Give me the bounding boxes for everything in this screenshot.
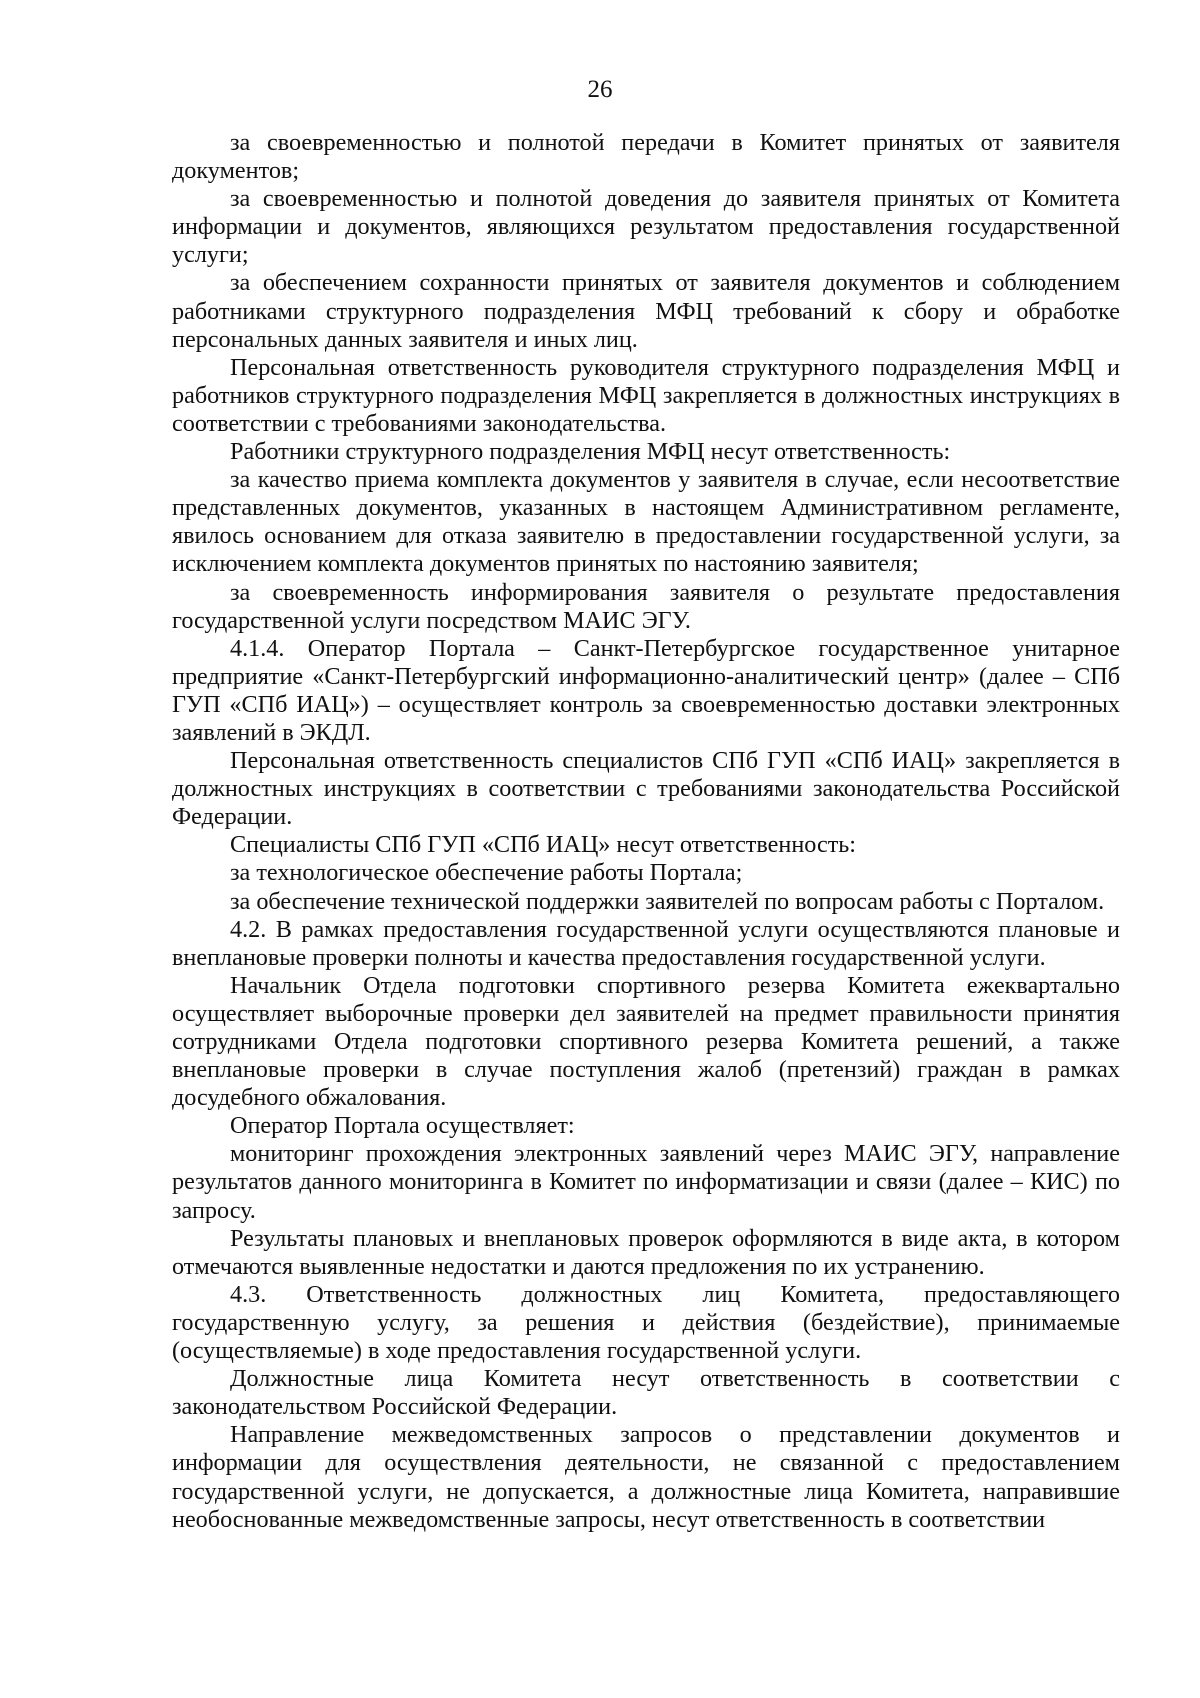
paragraph: за своевременностью и полнотой передачи в Комитет принятых от заявителя документов;: [172, 129, 1120, 185]
paragraph: 4.1.4. Оператор Портала – Санкт-Петербургское государственное унитарное предприятие «Санкт-Петербургский информационно-аналитический центр» (далее – СПб ГУП «СПб ИАЦ») – осуществляет контроль за своевременностью доставки электронных заявлений в ЭКДЛ.: [172, 634, 1120, 746]
paragraph: Специалисты СПб ГУП «СПб ИАЦ» несут ответственность:: [230, 831, 857, 859]
paragraph: Оператор Портала осуществляет:: [230, 1112, 575, 1140]
paragraph: Должностные лица Комитета несут ответственность в соответствии с законодательством Российской Федерации.: [172, 1365, 1120, 1421]
paragraph: Работники структурного подразделения МФЦ несут ответственность:: [230, 438, 951, 466]
paragraph: 4.2. В рамках предоставления государственной услуги осуществляются плановые и внеплановые проверки полноты и качества предоставления государственной услуги.: [172, 915, 1120, 971]
paragraph: за качество приема комплекта документов у заявителя в случае, если несоответствие представленных документов, указанных в настоящем Административном регламенте, явилось основанием для отказа заявителю в предоставлении государственной услуги, за исключением комплекта документов принятых по настоянию заявителя;: [172, 466, 1120, 578]
paragraph: за своевременностью и полнотой доведения до заявителя принятых от Комитета информации и документов, являющихся результатом предоставления государственной услуги;: [172, 185, 1120, 269]
document-body: [172, 129, 1120, 1534]
paragraph: Начальник Отдела подготовки спортивного резерва Комитета ежеквартально осуществляет выборочные проверки дел заявителей на предмет правильности принятия сотрудниками Отдела подготовки спортивного резерва Комитета решений, а также внеплановые проверки в случае поступления жалоб (претензий) граждан в рамках досудебного обжалования.: [172, 971, 1120, 1112]
paragraph: за обеспечением сохранности принятых от заявителя документов и соблюдением работниками структурного подразделения МФЦ требований к сбору и обработке персональных данных заявителя и иных лиц.: [172, 269, 1120, 353]
page-number: 26: [587, 76, 613, 103]
paragraph: Персональная ответственность специалистов СПб ГУП «СПб ИАЦ» закрепляется в должностных инструкциях в соответствии с требованиями законодательства Российской Федерации.: [172, 747, 1120, 831]
paragraph: за технологическое обеспечение работы Портала;: [230, 859, 743, 887]
paragraph: за обеспечение технической поддержки заявителей по вопросам работы с Порталом.: [230, 887, 1105, 915]
paragraph: мониторинг прохождения электронных заявлений через МАИС ЭГУ, направление результатов данного мониторинга в Комитет по информатизации и связи (далее – КИС) по запросу.: [172, 1140, 1120, 1224]
paragraph: Направление межведомственных запросов о представлении документов и информации для осуществления деятельности, не связанной с предоставлением государственной услуги, не допускается, а должностные лица Комитета, направившие необоснованные межведомственные запросы, несут ответственность в соответствии: [172, 1421, 1120, 1533]
paragraph: 4.3. Ответственность должностных лиц Комитета, предоставляющего государственную услугу, за решения и действия (бездействие), принимаемые (осуществляемые) в ходе предоставления государственной услуги.: [172, 1280, 1120, 1365]
paragraph: Персональная ответственность руководителя структурного подразделения МФЦ и работников структурного подразделения МФЦ закрепляется в должностных инструкциях в соответствии с требованиями законодательства.: [172, 353, 1120, 437]
paragraph: Результаты плановых и внеплановых проверок оформляются в виде акта, в котором отмечаются выявленные недостатки и даются предложения по их устранению.: [172, 1224, 1120, 1280]
paragraph: за своевременность информирования заявителя о результате предоставления государственной услуги посредством МАИС ЭГУ.: [172, 578, 1120, 634]
